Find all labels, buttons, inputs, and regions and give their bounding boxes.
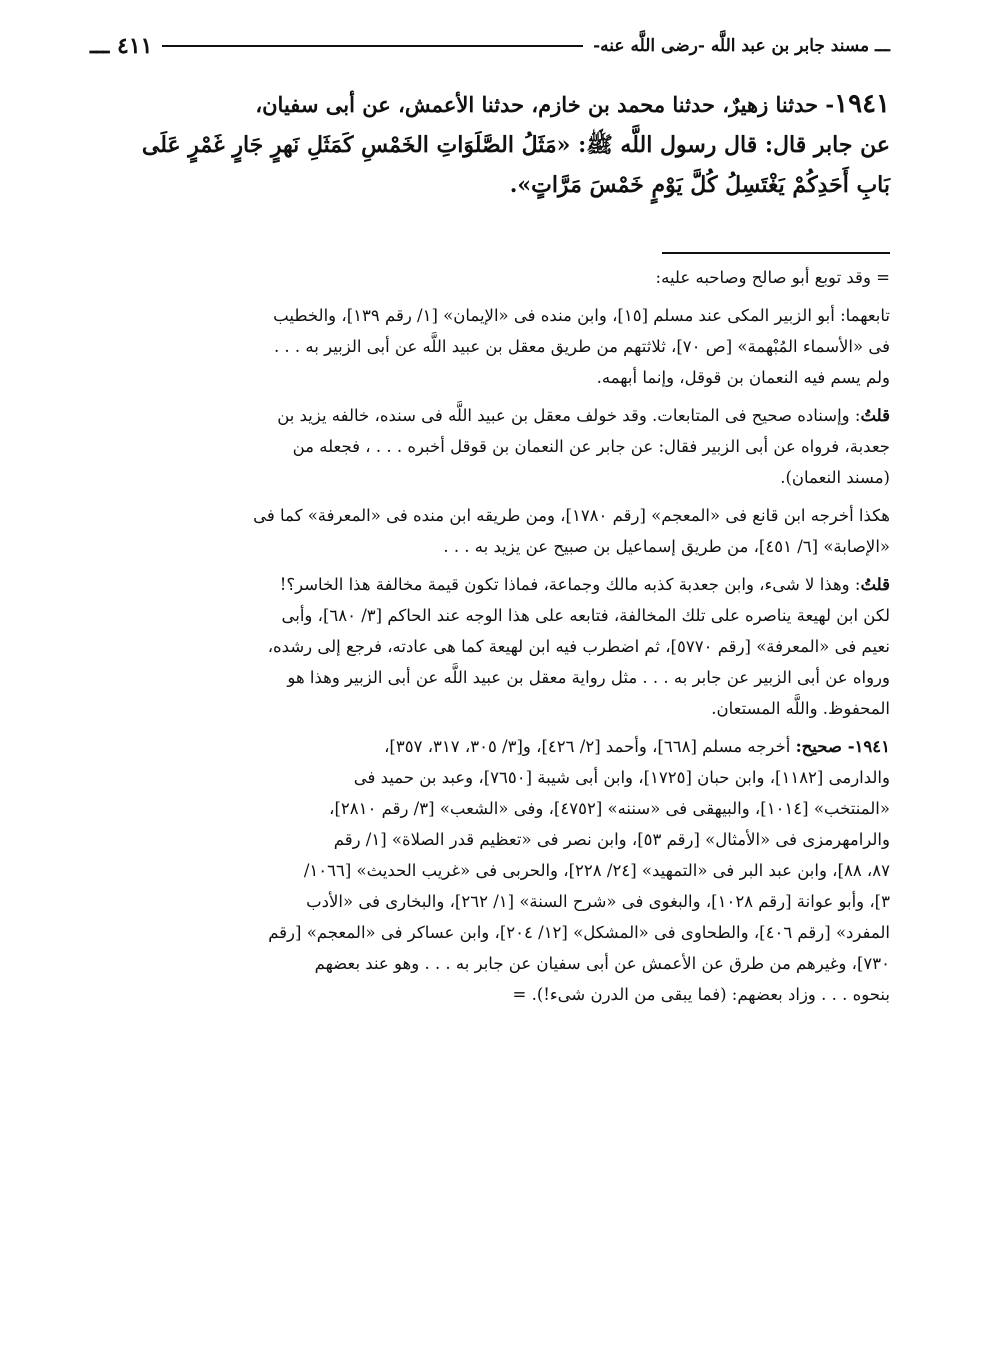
running-header [90,30,890,62]
qult-label: قلتُ [860,575,890,594]
footnote-line: «المنتخب» [١٠١٤]، والبيهقى فى «سننه» [٤٧٥٢]، وفى «الشعب» [٣/ رقم ٢٨١٠]، [329,799,890,818]
footnote-line [90,731,890,762]
footnote-text: : وهذا لا شىء، وابن جعدبة كذبه مالك وجماعة، فماذا تكون قيمة مخالفة هذا الخاسر؟! [279,575,861,594]
footnote-line: تابعهما: أبو الزبير المكى عند مسلم [١٥]، وابن منده فى «الإيمان» [١/ رقم ١٣٩]، والخطيب [273,306,890,325]
footnote-line [90,569,890,600]
hadith-matn: بَابِ أَحَدِكُمْ يَغْتَسِلُ كُلَّ يَوْمٍ خَمْسَ مَرَّاتٍ». [509,172,890,198]
hadith-line [90,165,890,205]
footnote-line: لكن ابن لهيعة يناصره على تلك المخالفة، فتابعه على هذا الوجه عند الحاكم [٣/ ٦٨٠]، وأبى [281,606,890,625]
footnote-line [90,400,890,431]
footnote-text: : وإسناده صحيح فى المتابعات. وقد خولف معقل بن عبيد اللَّه فى سنده، خالفه يزيد بن [277,406,861,425]
hadith-isnad: - حدثنا زهيرٌ، حدثنا محمد بن خازم، حدثنا الأعمش، عن أبى سفيان، [255,92,835,117]
header-rule [162,45,583,47]
footnote-paragraph [90,262,890,293]
hadith-matn: عن جابر قال: قال رسول اللَّه ﷺ: «مَثَلُ الصَّلَوَاتِ الخَمْسِ كَمَثَلِ نَهرٍ جَارٍ غَمْرٍ عَلَى [141,132,890,158]
hadith-line [90,84,890,125]
footnote-separator [662,252,890,254]
footnote-paragraph [90,300,890,393]
footnote-line: فى «الأسماء المُبْهمة» [ص ٧٠]، ثلاثتهم من طريق معقل بن عبيد اللَّه عن أبى الزبير به . . . [273,337,890,356]
footnote-line: ٧٣٠]، وغيرهم من طرق عن الأعمش عن أبى سفيان عن جابر به . . . وهو عند بعضهم [314,954,890,973]
hadith-text [90,84,890,205]
hadith-line [90,125,890,165]
footnote-line: = وقد توبع أبو صالح وصاحبه عليه: [655,268,890,287]
footnote-line: «الإصابة» [٦/ ٤٥١]، من طريق إسماعيل بن صبيح عن يزيد به . . . [443,537,890,556]
footnote-line: ولم يسم فيه النعمان بن قوقل، وإنما أبهمه. [596,368,890,387]
footnote-line: جعدبة، فرواه عن أبى الزبير فقال: عن جابر عن النعمان بن قوقل أخبره . . . ، فجعله من [292,437,890,456]
takhrij-ref: ١٩٤١- صحيح: [795,737,890,756]
footnote-text: أخرجه مسلم [٦٦٨]، وأحمد [٢/ ٤٢٦]، و[٣/ ٣٠٥، ٣١٧، ٣٥٧]، [384,737,796,756]
footnote-paragraph [90,500,890,562]
footnote-line: (مسند النعمان). [780,468,890,487]
footnote-line: ٨٧، ٨٨]، وابن عبد البر فى «التمهيد» [٢٤/ ٢٢٨]، والحربى فى «غريب الحديث» [١٠٦٦/ [303,861,890,880]
footnotes [90,262,890,1010]
footnote-line: المفرد» [رقم ٤٠٦]، والطحاوى فى «المشكل» [١٢/ ٢٠٤]، وابن عساكر فى «المعجم» [رقم [268,923,890,942]
footnote-line: نعيم فى «المعرفة» [رقم ٥٧٧٠]، ثم اضطرب فيه ابن لهيعة كما هى عادته، فرجع إلى رشده، [267,637,890,656]
footnote-paragraph [90,569,890,724]
running-title: ـــ مسند جابر بن عبد اللَّه -رضى اللَّه عنه- [593,36,890,56]
page-number: ٤١١ ـــ [90,33,153,59]
takhrij-paragraph [90,731,890,1010]
footnote-line: ٣]، وأبو عوانة [رقم ١٠٢٨]، والبغوى فى «شرح السنة» [١/ ٢٦٢]، والبخارى فى «الأدب [306,892,890,911]
qult-label: قلتُ [860,406,890,425]
footnote-line: والرامهرمزى فى «الأمثال» [رقم ٥٣]، وابن نصر فى «تعظيم قدر الصلاة» [١/ رقم [333,830,890,849]
footnote-line: المحفوظ. واللَّه المستعان. [711,699,890,718]
footnote-line: هكذا أخرجه ابن قانع فى «المعجم» [رقم ١٧٨٠]، ومن طريقه ابن منده فى «المعرفة» كما فى [253,506,890,525]
footnote-paragraph [90,400,890,493]
footnote-line: بنحوه . . . وزاد بعضهم: (فما يبقى من الدرن شىء!). = [512,985,890,1004]
footnote-line: والدارمى [١١٨٢]، وابن حبان [١٧٢٥]، وابن أبى شيبة [٧٦٥٠]، وعبد بن حميد فى [353,768,890,787]
hadith-number: ١٩٤١ [834,89,890,119]
footnote-line: ورواه عن أبى الزبير عن جابر به . . . مثل رواية معقل بن عبيد اللَّه عن أبى الزبير وهذا هو [287,668,890,687]
